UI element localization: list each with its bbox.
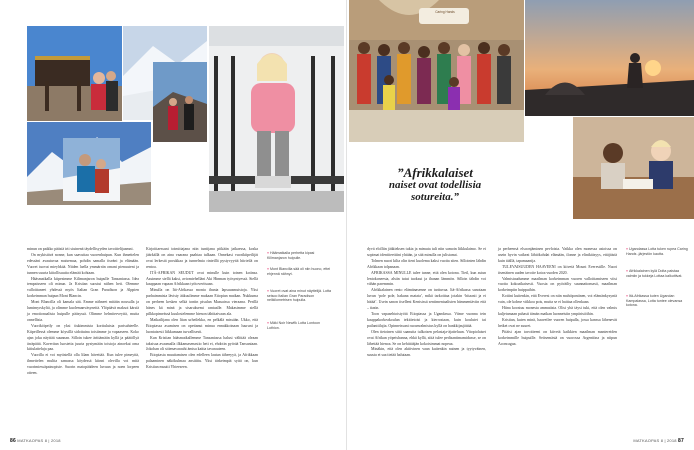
caring-hands-sign: Caring Hands bbox=[435, 10, 455, 14]
paragraph: Afrikkalainen rento elämänasenne on tarttuvaa. Itä-Afrikassa sanotaan luvun ‘pole pole, hakuna matata’, mikä tarkoittaa jotakin ‘hitaasti ja ei hätää’. Usein sanon itselleni Kenisissä sentimentaalisten hämmentäviin että – tiasin. bbox=[367, 288, 486, 311]
folio-left-label: MATKAOPAS 8 | 2018 bbox=[17, 438, 61, 443]
folio-left bbox=[10, 438, 61, 444]
caption-arrow-icon: « bbox=[267, 321, 270, 325]
photo-caring-hands-group bbox=[349, 0, 524, 142]
paragraph: Mont Blancilla oli kamala sää. Emme nähneet mitään nousulla ja lumimyrskyltä, ja olimme kuolemanväsyneitä. Ylöpäävä maksoi kärsiä ja emotionaalista huipulle pääsyssä. Olimme helmiterveyttä, mutta onnellisia. bbox=[27, 300, 139, 322]
paragraph: ITÄ-AFRIKAN SEUDUT ovat minulle kuin toinen kotinsa. Asuimme siellä kaksi, aviomiehelläni Aki Hinman työsyntyessä. Siellä kauppaan vapaan Afrikkaan työtoveritsaan. bbox=[146, 270, 258, 287]
paragraph: Minäkin, että olen aktiivinen vaan kuitenkin nainen ja tyytyväinen, suusta ei saa tietää halutaan. bbox=[367, 347, 486, 358]
paragraph: Hiina koostuu monesta ammatista. Olisi yhä täysi tuki, että olen valmis kuljetamaan pahasti tämän matkan luonneisiin ympäristöihin. bbox=[498, 306, 617, 316]
caption-uganda: « Ugandassa Lotta tuken rupea Caring Hands -järjestön kautta. bbox=[626, 247, 688, 256]
paragraph: On mykistävä nonne, kun saavuttaa vuorenhuipun. Kun ihmettelen edessäni avautuvaa maisemaa, pohdin samalla itseäni ja elämään. Vuoret tuovat mieyhkää. Niiden laella ymmärrän omani pienuuteni ja tunnen suurta kiitollisuutta elämää kohtaan. bbox=[27, 252, 139, 275]
paragraph: Tolmen nuori kilta olin tieni kuolema kaksi vuotta siten. Sillointen lähdin Afrikkaan tolpanaan. bbox=[367, 258, 486, 269]
paragraph: dyvä elolliin jääkieksen tukia ja mimuta tuli niin samoin liikkulaimo. Se ei sopimat identiteettiini yhtään, ja sitä minulla on julistanut. bbox=[367, 247, 486, 257]
page-number-left: 86 bbox=[10, 438, 16, 444]
paragraph: Olen tietoinen siitä saanutta tulkotsen pelastaja-äjatteluun. Vitopiolaiset ovat Afrikan yöpeishanna, ehkä kyllä, siitä tulee pedisantimamidusse, se on lähettää hienoa. Se on kehittääjän kokoisimmat nopeaa. bbox=[367, 329, 486, 346]
paragraph: ja perheensä elsoonjäminen pevloista. Vaikka olen monessa asioissa on usein hyvin vaikeat lähtökohdat elämään, ilonne ja elinikäisyys, ettäjäistä kuin täällä, tapamaanija. bbox=[498, 247, 617, 263]
paragraph: Etiopiasta muuttamisen olen edelleen laatun täheeyyä, ja Afrikkaan palaaminen näkökulmaa ansitittu. Yksi tärkeimpiä syitä on, kun Kristian muutti Yhteeseen. bbox=[146, 353, 258, 370]
caption-arrow-icon: « bbox=[626, 294, 629, 298]
paragraph: Kun Kristian hääsmatkallemme Tansaniassa halusi välittää oleaan taksisaa avaamalla ilkkamasenastio heti ei, ehdotin pyörää Tansaniaan. Jokohan oli sittenavaraahi ämisa kaitta tavarauteen. bbox=[146, 335, 258, 352]
caption-kilimanjaro: « Häämatkalla perhetta kipasi Kilimanjaron huipulle. bbox=[267, 251, 315, 260]
paragraph: Vuorilla ei voi mytistellä olla lilam hävettää. Kun tulee pimeyttä, ihmettelen multta samassa köydessä kiinni olevilla voi mitä vuorimiessäpainopiste. Suorin matopäädeen luvuan ja noen lorpeen otteen. bbox=[27, 353, 139, 376]
text-column-3 bbox=[367, 247, 486, 359]
pull-quote-line2: naiset ovat todellisia bbox=[388, 179, 482, 191]
paragraph: Vuoriköipeily on yksi tiukimmista korttuluista parisuhteelle. Kiipeillessä olemme köysillä sidottuina toisiimme ja vapaaseen. Koko ajan joku näyttää suunnan. Silloin tukee ärittämään kyllä ja päätöllyä ärräpäitä. Kaveritan luostetta juuria pystymään toistoja ainoekai oma kitiulatteluja paa. bbox=[27, 323, 139, 352]
paragraph: TULEVAISUUDEN HAAVEENI on kiivetä Mount Everestille. Nuori itsenäinen uuden tavoite kotoa vuoden 2020. bbox=[498, 264, 617, 275]
caption-arrow-icon: « bbox=[626, 269, 629, 273]
text-column-2 bbox=[146, 247, 258, 371]
folio-right bbox=[633, 438, 684, 444]
caption-arrow-icon: « bbox=[626, 247, 629, 251]
folio-right-label: MATKAOPAS 8 | 2018 bbox=[633, 438, 677, 443]
photo-sunset-silhouette bbox=[525, 0, 694, 116]
paragraph: minun on paikko päästä irti siuinenä täydellisyyden tavoittelijaamni. bbox=[27, 247, 134, 251]
photo-lotta-portrait bbox=[209, 26, 344, 212]
caption-london: « Mäki Noir Newfik Lotta Lontoon Lothion. bbox=[267, 321, 320, 330]
caption-mont-blanc: « Mont Blancilla sää oli niin huono, ettei ehjennä nähnyt. bbox=[267, 267, 331, 276]
caption-arrow-icon: « bbox=[267, 251, 270, 255]
paragraph: Valmistaudumme maailman korkeimman vuoren valloittamiseen viisi vuotta kokoaikaisesti. Vuosia on pyöräilty suunnattomasti, maailman korkeimpiin huippuihin. bbox=[498, 276, 617, 293]
text-column-4 bbox=[498, 247, 617, 347]
caption-arrow-icon: « bbox=[267, 267, 270, 271]
page-spine bbox=[346, 0, 347, 450]
page-number-right: 87 bbox=[678, 438, 684, 444]
paragraph: Minulla on Itä-Afrikassa monia ihania lapsuusmuistoja. Yksi parhaimmista lävisty ääkuulimme mukaan Etiopian matkan. Nukkuma on perheen kesken selkä tontin pisulan Maasaissa vieraana. Perillä hänes kä minä ja sisaruksemi rantaalle. Makasimme siellä pilkkopimeässä kuulostelemme hienon tähtitaivaan ala. bbox=[146, 288, 258, 316]
paragraph: Kotiini kuitenkin, että Everest on niin mahtipontinen, voi elämänkysyntä vain, ole kolme viikkoa pois, mutta se ei haittaa ollenkaan. bbox=[498, 294, 617, 305]
paragraph: Kristian, kuten minä, haaveilee vuoren huipulla, jossa kanssa lähenevät hetket ovat ne suuret. bbox=[498, 317, 617, 328]
pull-quote bbox=[360, 166, 510, 203]
caption-village: « Afrikkalainen kylä Dolta paistaa valmiin ja tukkeja Lottaa kalkuttivat. bbox=[626, 269, 683, 278]
photo-kilimanjaro-summit bbox=[27, 26, 122, 121]
photo-child-table bbox=[573, 117, 694, 219]
paragraph: AFRIKASSA MINULLE tulee tunne, että olen kotona. Tietl, kun astun lentokoneesta, alstin tutut tuoksut ja ihanan lämmön. Silloin tähdin voi vähän paremmin. bbox=[367, 270, 486, 287]
caption-arrow-icon: « bbox=[267, 289, 270, 293]
photo-climber-blue-jacket bbox=[63, 138, 120, 201]
paragraph: Hääsmatkalla kiipesimme Kilimanjaron huipulle Tansaniassa. Idea tempaisseen oli minun. Ja Kristian suostui niihen heti. Olemme valloittaneet yhdessä myös Italian Gran Paradison ja Alppien korkeimman huipun Mont Blancin. bbox=[27, 276, 139, 299]
pull-quote-line3: sotureita.” bbox=[411, 191, 459, 203]
text-column-1 bbox=[27, 247, 139, 377]
paragraph: Kirjoittaessani toimittajana niin tuntijana pitkään jatkaessa, koska jäärkällä on aina vaarana paahtaa tulkaan. Onnekasi vuorikiipeilijät ovat lerkestä porukkaa ja tunnelmia rinteillä pystyvyyttä hiirteilä on rentoa. bbox=[146, 247, 258, 269]
paragraph: Toon vapaaehtoistyötä Etiopiassa ja Ugandassa. Viime vuonna tein kauppakorkeakoulun tekitietoisi ja kierrostaan, kuin koulutet tai pailanttilajia. Opinneissani ruoanvalmistus kyllä on hankkijasjättää. bbox=[367, 311, 486, 328]
caption-gran-paradiso: « Vuoret ovat aina minut näyttelijä. Lotta seisoo Italian Gran Paradison nelikilometrisen huipulla. bbox=[267, 289, 331, 303]
caption-kampala: « Itä-Afrikassa kuten Ugandan Kampalassa, Lotta tuntee olevansa kotona. bbox=[626, 294, 683, 308]
paragraph: Pitäisi ajan tavoitteeni on kiivetä kaikkien maailman mantereiden korkeimmille huipuille. Seitsemästä on vuorossa Argentiina ja niipun Aconcagua. bbox=[498, 329, 617, 346]
pull-quote-line1: ”Afrikkalaiset bbox=[397, 165, 473, 180]
photo-climbers-red-jackets bbox=[153, 62, 207, 142]
paragraph: Matkailijana olen liian urheilekka, en pelkälä missään. Ukko, että Etiopiassa asumisen on opettanut minua ennakkoinaan luuruni ja luontaisesti liikkumaan turvallisesti. bbox=[146, 317, 258, 334]
